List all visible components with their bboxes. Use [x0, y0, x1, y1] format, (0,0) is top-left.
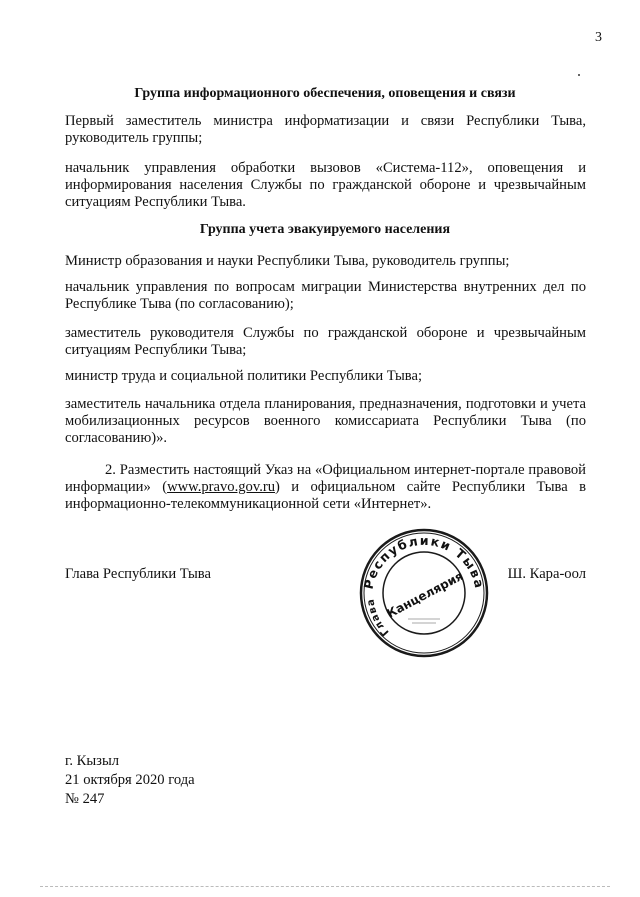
- section-heading-communications: Группа информационного обеспечения, оповещения и связи: [134, 86, 516, 101]
- stamp-center-text: Канцелярия: [384, 568, 466, 621]
- clause-2-text-start: 2. Разместить настоящий Указ на «Официальном интернет-портале правовой информации» (: [65, 462, 586, 495]
- stamp-outer-text: Республики Тыва: [360, 532, 488, 591]
- list-item: заместитель начальника отдела планирования, предназначения, подготовки и учета мобилизационных ресурсов военного комиссариата Республики Тыва (по согласованию)».: [65, 396, 586, 446]
- scan-artifact: [578, 74, 580, 76]
- list-item: начальник управления обработки вызовов «Система-112», оповещения и информирования населения Службы по гражданской обороне и чрезвычайным ситуациям Республики Тыва.: [65, 160, 586, 210]
- list-item: министр труда и социальной политики Республики Тыва;: [65, 368, 423, 384]
- footer-date: 21 октября 2020 года: [65, 772, 195, 788]
- page-number: 3: [595, 30, 602, 45]
- clause-2: [65, 462, 586, 513]
- stamp-graphic: [358, 527, 490, 659]
- pravo-gov-link[interactable]: www.pravo.gov.ru: [167, 479, 276, 495]
- list-item: начальник управления по вопросам миграции Министерства внутренних дел по Республике Тыва (по согласованию);: [65, 279, 586, 312]
- scan-bottom-edge: [40, 886, 610, 887]
- signature-position: Глава Республики Тыва: [65, 566, 211, 582]
- svg-text:Республики Тыва: [361, 533, 488, 591]
- section-heading-evacuee-registration: Группа учета эвакуируемого населения: [199, 222, 451, 237]
- footer-city: г. Кызыл: [65, 753, 120, 769]
- clause-2-text-end: ) и официальном сайте Республики Тыва в информационно-телекоммуникационной сети «Интернет».: [65, 479, 587, 512]
- stamp-side-text: Глава: [365, 597, 392, 638]
- official-stamp-seal: [358, 527, 490, 659]
- list-item: Министр образования и науки Республики Тыва, руководитель группы;: [65, 253, 510, 269]
- footer-decree-number: № 247: [65, 791, 105, 807]
- signatory-name: Ш. Кара-оол: [507, 566, 586, 582]
- list-item: заместитель руководителя Службы по гражданской обороне и чрезвычайным ситуациям Республики Тыва;: [65, 325, 586, 358]
- list-item: Первый заместитель министра информатизации и связи Республики Тыва, руководитель группы;: [65, 113, 586, 146]
